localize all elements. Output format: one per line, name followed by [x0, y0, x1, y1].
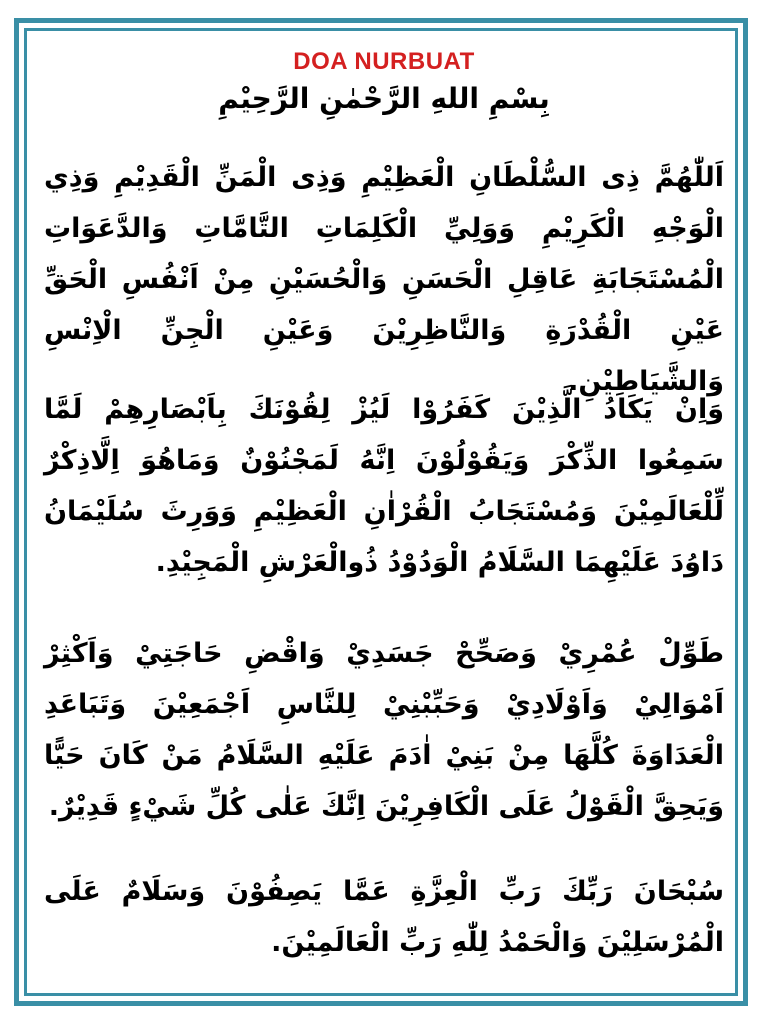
document-title: DOA NURBUAT	[293, 48, 475, 75]
prayer-paragraph-1: اَللّٰهُمَّ ذِى السُّلْطَانِ الْعَظِيْمِ وَذِى الْمَنِّ الْقَدِيْمِ وَذِي الْوَجْهِ الْكَرِيْمِ وَوَلِيِّ الْكَلِمَاتِ التَّامَّاتِ وَالدَّعَوَاتِ الْمُسْتَجَابَةِ عَاقِلِ الْحَسَنِ وَالْحُسَيْنِ مِنْ اَنْفُسِ الْحَقِّ عَيْنِ الْقُدْرَةِ وَالنَّاظِرِيْنَ وَعَيْنِ الْجِنِّ الْاِنْسِ وَالشَّيَاطِيْنِ.	[44, 162, 724, 397]
prayer-paragraph-3: طَوِّلْ عُمْرِيْ وَصَحِّحْ جَسَدِيْ وَاقْضِ حَاجَتِيْ وَاَكْثِرْ اَمْوَالِيْ وَاَوْلَادِيْ وَحَبِّبْنِيْ لِلنَّاسِ اَجْمَعِيْنَ وَتَبَاعَدِ الْعَدَاوَةَ كُلَّهَا مِنْ بَنِيْ اٰدَمَ عَلَيْهِ السَّلَامُ مَنْ كَانَ حَيًّا وَيَحِقَّ الْقَوْلُ عَلَى الْكَافِرِيْنَ اِنَّكَ عَلٰى كُلِّ شَيْءٍ قَدِيْرٌ.	[44, 638, 724, 822]
basmala-heading: بِسْمِ اللهِ الرَّحْمٰنِ الرَّحِيْمِ	[218, 82, 550, 115]
prayer-paragraph-2: وَاِنْ يَكَادُ الَّذِيْنَ كَفَرُوْا لَيُزْ لِقُوْنَكَ بِاَبْصَارِهِمْ لَمَّا سَمِعُوا الذِّكْرَ وَيَقُوْلُوْنَ اِنَّهُ لَمَجْنُوْنٌ وَمَاهُوَ اِلَّاذِكْرٌ لِّلْعَالَمِيْنَ وَمُسْتَجَابُ الْقُرْاٰنِ الْعَظِيْمِ وَوَرِثَ سُلَيْمَانُ دَاوُدَ عَلَيْهِمَا السَّلَامُ الْوَدُوْدُ ذُوالْعَرْشِ الْمَجِيْدِ.	[44, 394, 724, 578]
prayer-paragraph-4: سُبْحَانَ رَبِّكَ رَبِّ الْعِزَّةِ عَمَّا يَصِفُوْنَ وَسَلَامٌ عَلَى الْمُرْسَلِيْنَ وَالْحَمْدُ لِلّٰهِ رَبِّ الْعَالَمِيْنَ.	[44, 876, 724, 958]
